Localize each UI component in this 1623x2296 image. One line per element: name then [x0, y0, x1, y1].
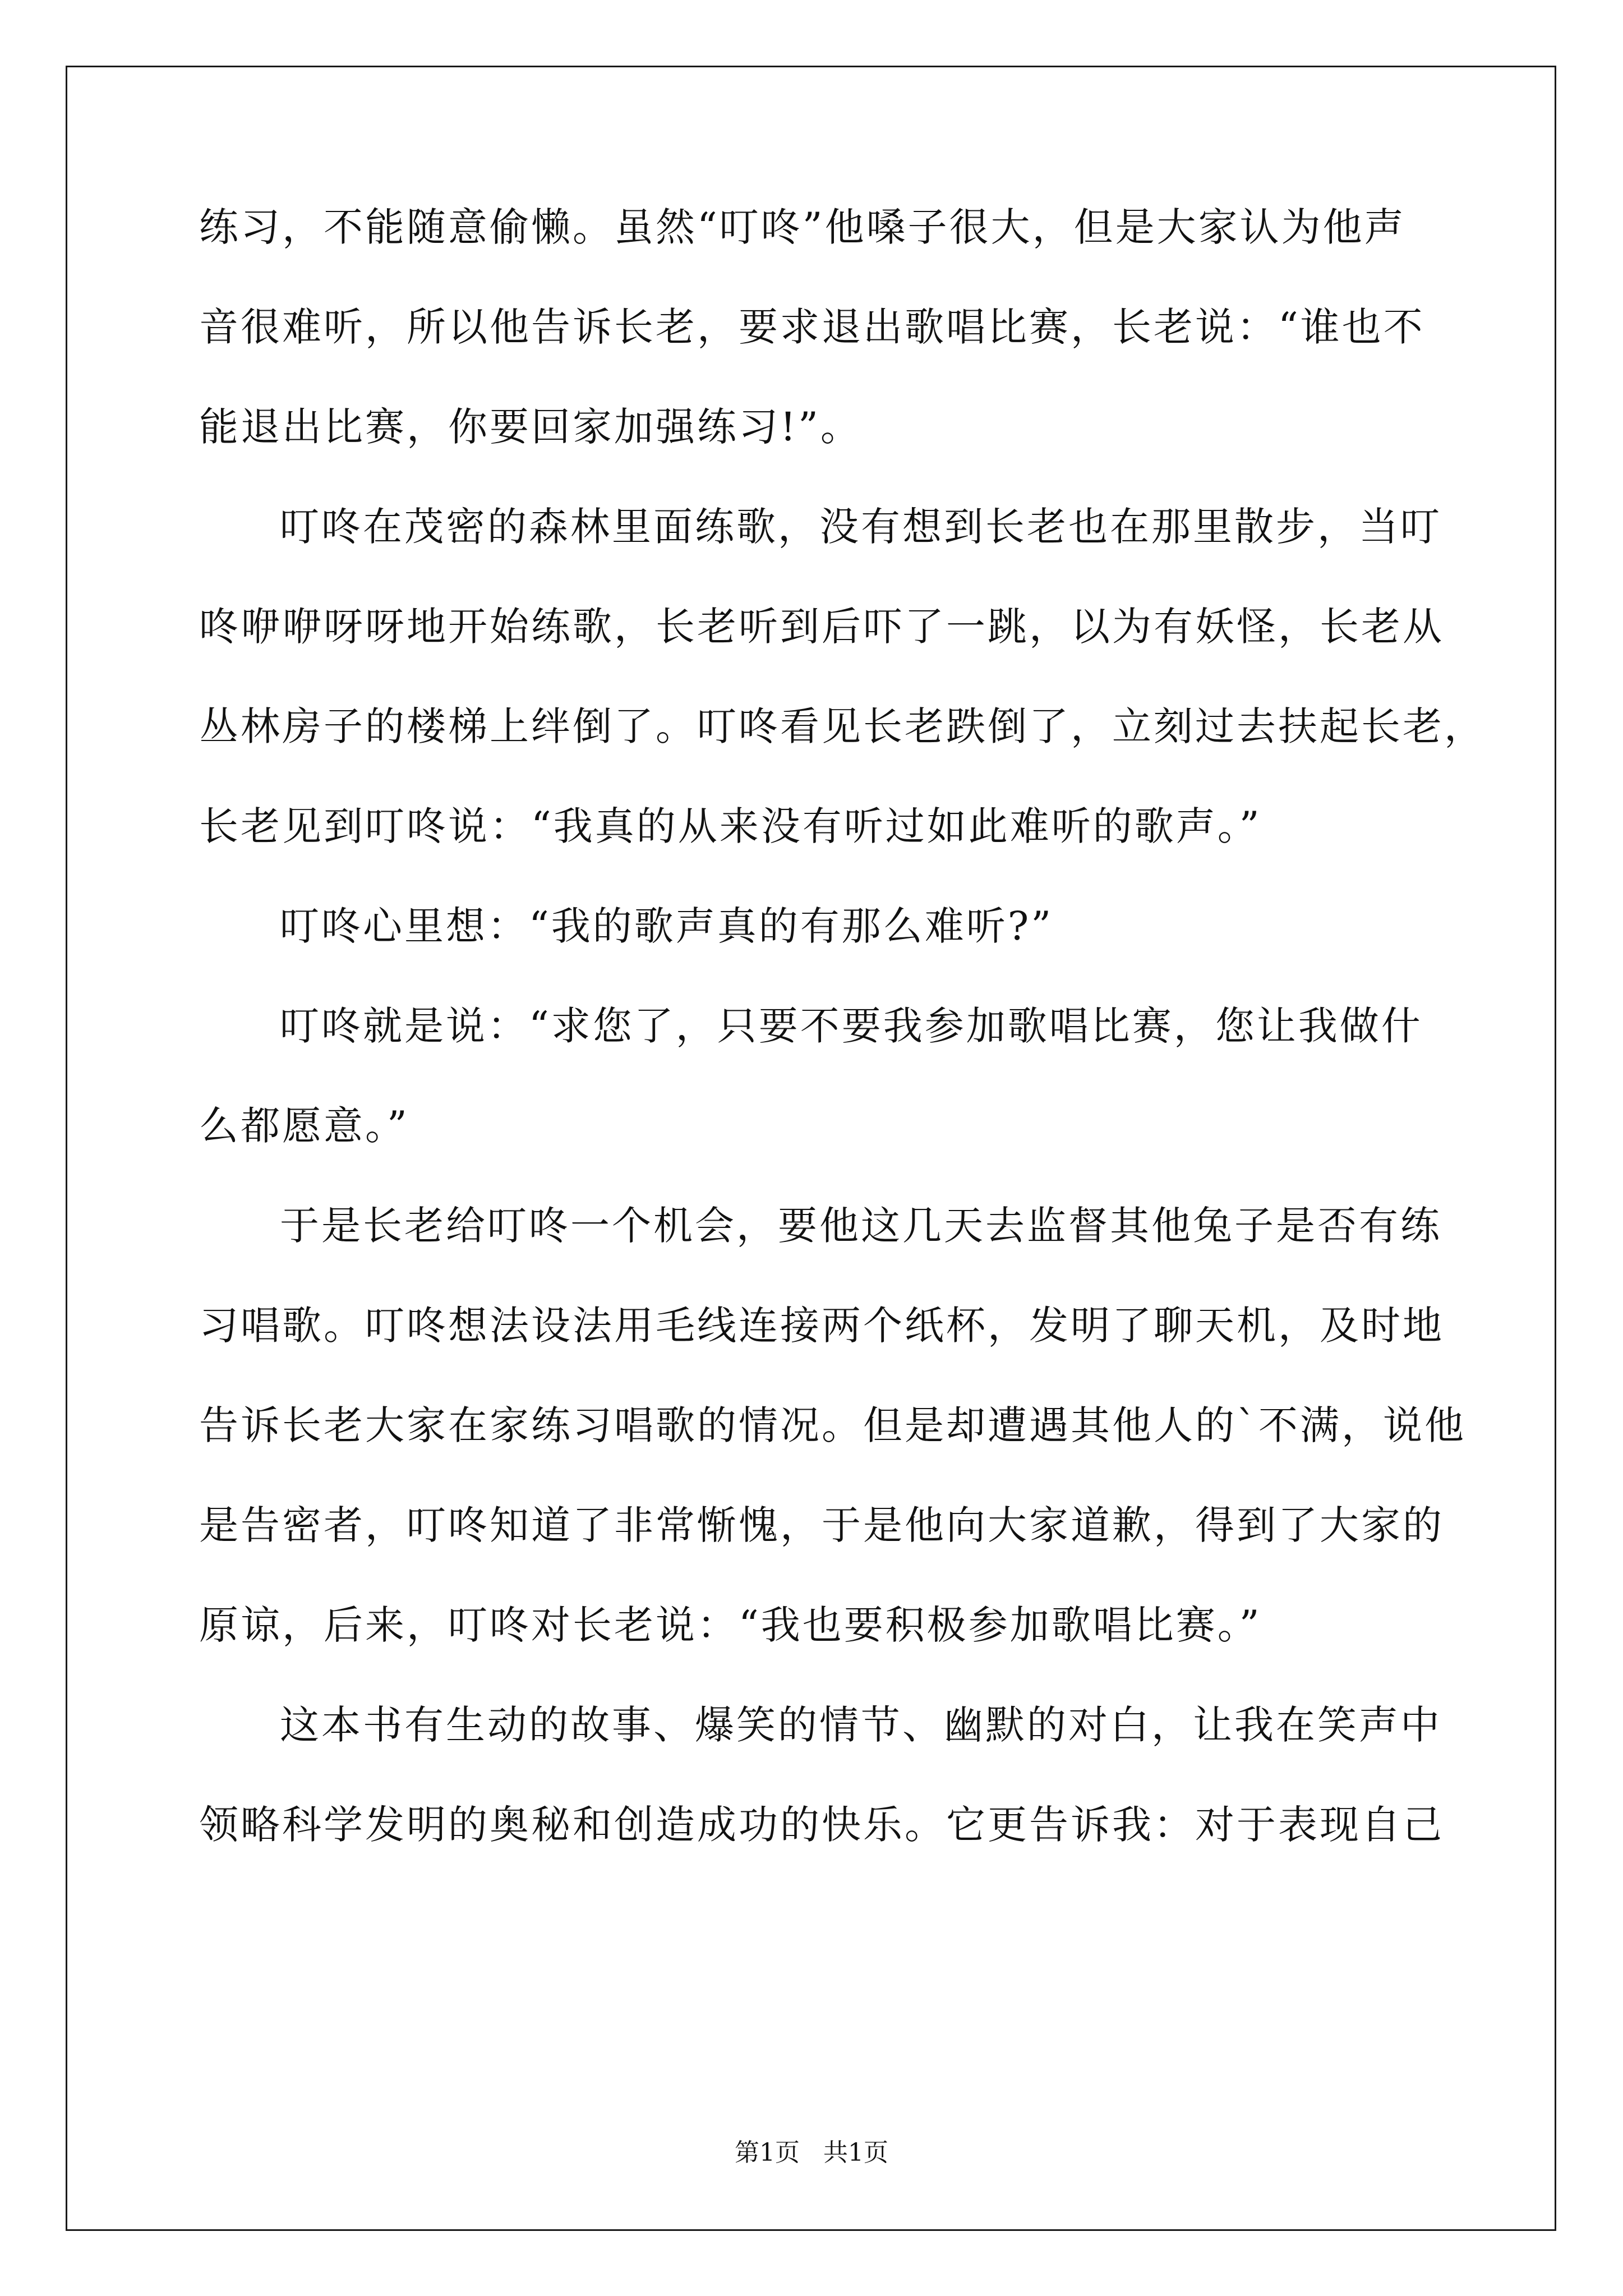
text-line: 咚咿咿呀呀地开始练歌，长老听到后吓了一跳，以为有妖怪，长老从	[199, 604, 1444, 650]
text-line: 习唱歌。叮咚想法设法用毛线连接两个纸杯，发明了聊天机，及时地	[199, 1303, 1444, 1349]
paragraph-first-line: 于是长老给叮咚一个机会，要他这几天去监督其他兔子是否有练	[280, 1203, 1442, 1249]
text-line: 音很难听，所以他告诉长老，要求退出歌唱比赛，长老说：“谁也不	[199, 304, 1425, 350]
page-number-footer: 第1页 共1页	[735, 2138, 888, 2167]
text-line: 能退出比赛，你要回家加强练习!”。	[199, 404, 862, 450]
paragraph-first-line: 叮咚心里想：“我的歌声真的有那么难听?”	[280, 903, 1054, 949]
text-line: 原谅，后来，叮咚对长老说：“我也要积极参加歌唱比赛。”	[199, 1602, 1262, 1648]
paragraph-first-line: 叮咚就是说：“求您了，只要不要我参加歌唱比赛，您让我做什	[280, 1003, 1423, 1049]
paragraph-first-line: 这本书有生动的故事、爆笑的情节、幽默的对白，让我在笑声中	[280, 1702, 1442, 1748]
text-line: 领略科学发明的奥秘和创造成功的快乐。它更告诉我：对于表现自己	[199, 1802, 1444, 1848]
text-line: 告诉长老大家在家练习唱歌的情况。但是却遭遇其他人的`不满，说他	[199, 1402, 1466, 1448]
text-line: 丛林房子的楼梯上绊倒了。叮咚看见长老跌倒了，立刻过去扶起长老，	[199, 703, 1486, 749]
text-line: 是告密者，叮咚知道了非常惭愧，于是他向大家道歉，得到了大家的	[199, 1502, 1444, 1548]
text-line: 练习，不能随意偷懒。虽然“叮咚”他嗓子很大，但是大家认为他声	[199, 204, 1406, 250]
text-line: 么都愿意。”	[199, 1103, 409, 1149]
text-line: 长老见到叮咚说：“我真的从来没有听过如此难听的歌声。”	[199, 803, 1262, 849]
paragraph-first-line: 叮咚在茂密的森林里面练歌，没有想到长老也在那里散步，当叮	[280, 504, 1442, 550]
